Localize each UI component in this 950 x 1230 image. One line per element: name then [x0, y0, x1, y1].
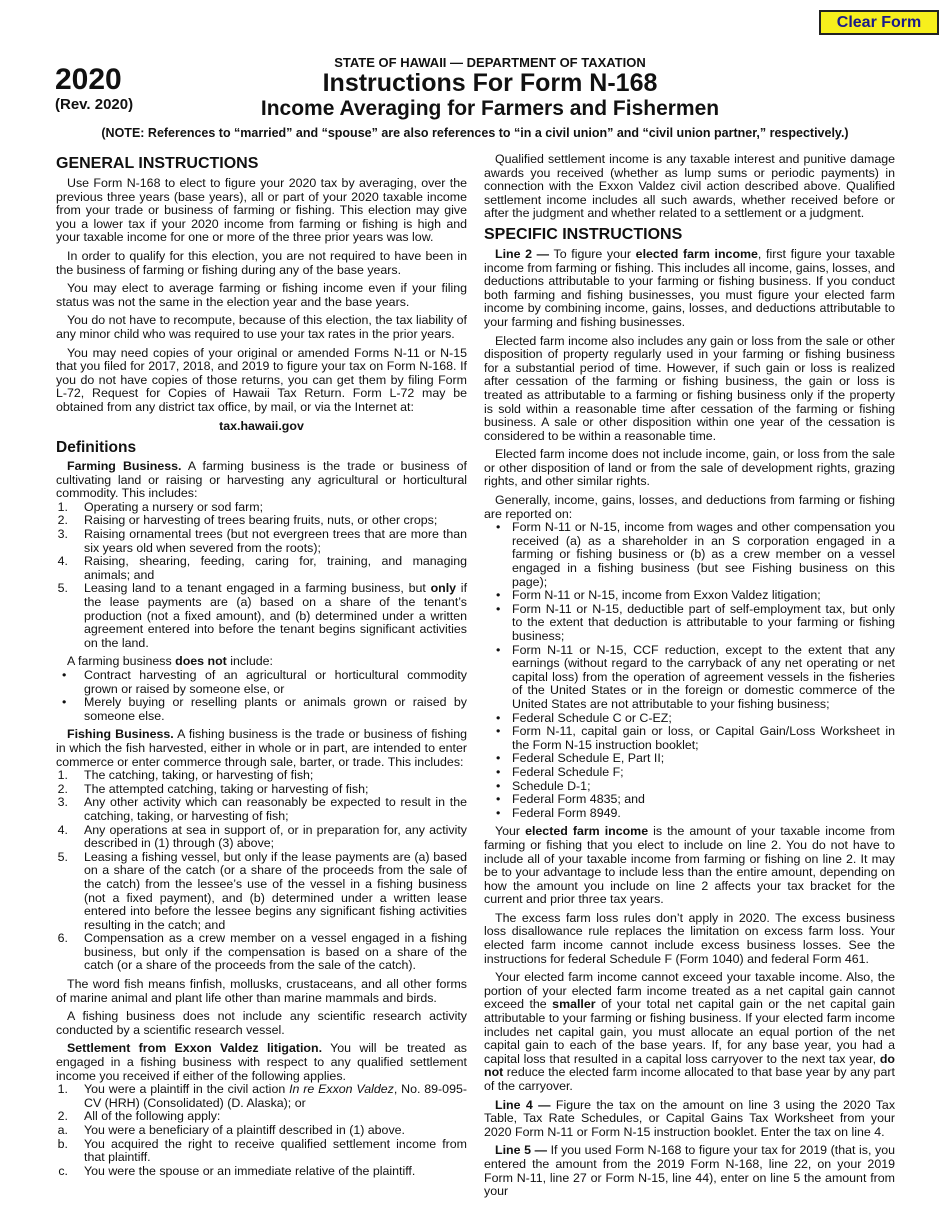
farming-list — [56, 501, 467, 651]
list-text: Form N-11 or N-15, CCF reduction, except to the extent that any earnings (without regard to the carryback of any net operating or net capital loss) from the operation of agreement vessels in the fisheries of the United States or in the foreign or domestic commerce of the United States are not attributable to your fishing business; — [512, 642, 895, 711]
list-item — [56, 1138, 467, 1165]
list-text: Leasing land to a tenant engaged in a farming business, but — [84, 581, 431, 596]
list-item — [56, 582, 467, 650]
definition-text: A farming business is the trade or business of cultivating land or raising or harvesting any agricultural or horticultural commodity. This includes: — [56, 459, 467, 501]
list-item — [56, 514, 467, 528]
farming-business-definition — [56, 460, 467, 501]
paragraph: The excess farm loss rules don’t apply in 2020. The excess business loss disallowance rule replaces the limitation on excess farm loss. Your elected farm income cannot include excess business losses. See the instructions for federal Schedule F (Form 1040) and federal Form 461. — [484, 910, 895, 966]
fishing-business-definition — [56, 728, 467, 769]
list-item — [56, 932, 467, 973]
list-item — [56, 1083, 467, 1110]
list-item — [484, 589, 895, 603]
does-not-include — [56, 655, 467, 669]
text: Figure the tax on the amount on line 3 using the 2020 Tax Table, Tax Rate Schedules, or Capital Gains Tax Worksheet from your 2020 Form N-11 or Form N-15 instruction booklet. Enter the tax on line 4. — [484, 1097, 896, 1139]
line-2-instruction — [484, 248, 895, 330]
text: , first figure your taxable income from farming or fishing. This includes all income, gains, losses, and deductions attributable to your farming or fishing business. If you conduct both farming and fishing businesses, you must figure your elected farm income by combining income, gains, losses, and deductions attributable to your farming and fishing businesses. — [484, 246, 896, 329]
term: Fishing Business. — [67, 727, 174, 742]
list-item — [484, 521, 895, 589]
list-item — [56, 1124, 467, 1138]
list-text: Form N-11 or N-15, deductible part of self-employment tax, but only to the extent that deduction is attributable to your farming or fishing business; — [512, 601, 895, 643]
list-number: 3. — [57, 795, 68, 810]
list-letter: b. — [57, 1136, 68, 1151]
elected-farm-income-paragraph — [484, 825, 895, 907]
cannot-exceed-paragraph — [484, 971, 895, 1093]
paragraph: You may need copies of your original or amended Forms N-11 or N-15 that you filed for 2017, 2018, and 2019 to figure your tax on Form N-168. If you do not have copies of those returns, you can get them by filing Form L-72, Request for Copies of Hawaii Tax Return. Form L-72 may be obtained from any district tax office, by mail, or via the Internet at: — [56, 345, 467, 414]
paragraph: Elected farm income also includes any gain or loss from the sale or other disposition of property regularly used in your farming or fishing business for a substantial period of time. However, if such gain or loss is realized after cessation of the farming or fishing business, the gain or loss is treated as attributable to a farming or fishing business only if the property is sold within a reasonable time after cessation of the farming or fishing business. A sale or other disposition within one year of the cessation is considered to be within a reasonable time. — [484, 333, 895, 443]
list-text: All of the following apply: — [84, 1109, 221, 1124]
list-text: , No. 89-095-CV (HRH) (Consolidated) (D. Alaska); or — [84, 1082, 467, 1110]
emphasis: elected farm income — [525, 824, 649, 839]
list-number: 6. — [57, 931, 68, 946]
emphasis: do not — [484, 1051, 895, 1080]
paragraph: A fishing business does not include any scientific research activity conducted by a scientific research vessel. — [56, 1009, 467, 1037]
list-text: Merely buying or reselling plants or animals grown or raised by someone else. — [84, 695, 467, 723]
paragraph: In order to qualify for this election, you are not required to have been in the business of farming or fishing during any of the base years. — [56, 248, 467, 277]
reported-on-list — [484, 521, 895, 820]
fishing-list — [56, 769, 467, 973]
form-year: 2020 — [55, 63, 122, 96]
list-text: Schedule D-1; — [512, 778, 591, 793]
bullet: • — [496, 588, 501, 603]
agency-name: STATE OF HAWAII — DEPARTMENT OF TAXATION — [334, 55, 646, 70]
list-item — [56, 796, 467, 823]
list-item — [56, 783, 467, 797]
emphasis: only — [430, 581, 457, 596]
list-text: Compensation as a crew member on a vessel engaged in a fishing business, but only if the compensation is based on a share of the catch (or a share of the proceeds from the sale of the catch). — [84, 931, 467, 973]
line-4-instruction — [484, 1099, 895, 1140]
list-text: Raising, shearing, feeding, caring for, training, and managing animals; and — [84, 554, 467, 582]
list-number: 4. — [57, 822, 68, 837]
form-revision: (Rev. 2020) — [55, 96, 134, 113]
list-text: You were the spouse or an immediate relative of the plaintiff. — [84, 1163, 416, 1178]
text: include: — [226, 654, 273, 669]
bullet: • — [496, 751, 501, 766]
right-column — [484, 153, 895, 1204]
list-text: Federal Form 4835; and — [512, 792, 645, 807]
emphasis: does not — [175, 654, 227, 669]
form-header — [240, 55, 740, 120]
bullet: • — [496, 792, 501, 807]
bullet: • — [496, 601, 501, 616]
list-item — [484, 644, 895, 712]
list-text: The attempted catching, taking or harvesting of fish; — [84, 781, 369, 796]
line-label: Line 4 — — [495, 1097, 551, 1112]
list-item — [484, 780, 895, 794]
list-item — [484, 807, 895, 821]
bullet: • — [496, 520, 501, 535]
list-item — [56, 769, 467, 783]
text: Your elected farm income cannot exceed your taxable income. Also, the portion of your elected farm income treated as a net capital gain cannot exceed the — [484, 970, 895, 1012]
list-text: Form N-11, capital gain or loss, or Capital Gain/Loss Worksheet in the Form N-15 instruction booklet; — [512, 724, 895, 752]
list-letter: c. — [58, 1163, 68, 1178]
list-number: 5. — [57, 581, 68, 596]
website-link[interactable]: tax.hawaii.gov — [219, 418, 304, 433]
list-item — [56, 669, 467, 696]
list-text: Federal Schedule F; — [512, 764, 624, 779]
list-text: Form N-11 or N-15, income from Exxon Valdez litigation; — [512, 588, 821, 603]
list-item — [56, 1110, 467, 1124]
page-subtitle: Income Averaging for Farmers and Fishermen — [260, 97, 720, 120]
list-item — [484, 725, 895, 752]
list-number: 1. — [57, 768, 68, 783]
list-item — [56, 555, 467, 582]
list-item — [56, 528, 467, 555]
list-item — [56, 501, 467, 515]
definition-text: A fishing business is the trade or business of fishing in which the fish harvested, either in whole or in part, are intended to enter commerce or enter commerce through sale, barter, or trade. This includes: — [56, 727, 468, 769]
bullet: • — [62, 668, 67, 682]
term: Settlement from Exxon Valdez litigation. — [67, 1041, 323, 1056]
text: A farming business — [67, 654, 176, 669]
paragraph: Use Form N-168 to elect to figure your 2020 tax by averaging, over the previous three years (base years), all or part of your 2020 taxable income from your trade or business of farming or fishing. This election may give you a lower tax if your 2020 income from farming or fishing is high and your taxable income for one or more of the three prior years was low. — [56, 176, 467, 245]
list-text: The catching, taking, or harvesting of fish; — [84, 768, 314, 783]
bullet: • — [496, 805, 501, 820]
list-text: You were a beneficiary of a plaintiff described in (1) above. — [84, 1123, 405, 1137]
list-text: Any operations at sea in support of, or in preparation for, any activity described in (1) through (3) above; — [84, 822, 467, 851]
line-label: Line 5 — — [495, 1143, 547, 1158]
list-number: 2. — [57, 781, 68, 796]
left-column — [56, 153, 467, 1183]
list-item — [56, 696, 467, 723]
list-text: Leasing a fishing vessel, but only if the lease payments are (a) based on a share of the catch (or a share of the proceeds from the sale of the catch) from the lessee’s use of the vessel in a fishing business (not a fixed payment), and (b) determined under a written lease entered into before the lessee begins any significant fishing activities resulting in the catch; and — [84, 849, 467, 932]
paragraph: Qualified settlement income is any taxable interest and punitive damage awards you received (whether as lump sums or periodic payments) in connection with the Exxon Valdez civil action described above. Qualified settlement income includes all such awards, whether received before or after the judgment and whether related to a settlement or a judgment. — [484, 152, 895, 221]
list-item — [484, 793, 895, 807]
line-label: Line 2 — — [495, 246, 550, 261]
text: of your total net capital gain or the net capital gain attributable to your farming or fishing business. If your elected farm income includes net capital gain, you must allocate an equal portion of the net capital gain to each of the base years. If, for any base year, you had a capital loss that resulted in a capital loss carryover to the next tax year, — [484, 997, 895, 1066]
settlement-sublist — [56, 1124, 467, 1178]
list-text: if the lease payments are (a) based on a share of the tenant’s production (not a fixed amount), and (b) determined under a written agreement entered into before the tenant begins significant activities on the land. — [84, 581, 468, 650]
exclusion-list — [56, 669, 467, 723]
list-item — [484, 603, 895, 644]
bullet: • — [496, 724, 501, 739]
text: reduce the elected farm income allocated to that base year by any part of the carryover. — [484, 1065, 895, 1093]
general-instructions-heading: GENERAL INSTRUCTIONS — [56, 155, 259, 172]
paragraph: You do not have to recompute, because of this election, the tax liability of any minor child who was required to use your tax rates in the prior years. — [56, 313, 467, 341]
list-number: 1. — [57, 499, 68, 514]
list-number: 1. — [57, 1082, 68, 1097]
list-item — [56, 1165, 467, 1179]
text: is the amount of your taxable income from farming or fishing that you elect to include on line 2. You do not have to include all of your taxable income from farming or fishing on line 2. It may be to your advantage to include less than the entire amount, depending on how the amount you include on line 2 affects your tax bracket for the current and prior three tax years. — [484, 824, 895, 907]
line-5-instruction — [484, 1144, 895, 1198]
term: Farming Business. — [67, 459, 182, 474]
paragraph: Elected farm income does not include income, gain, or loss from the sale or other disposition of land or from the sale of development rights, grazing rights, and other similar rights. — [484, 447, 895, 489]
list-text: You acquired the right to receive qualified settlement income from that plaintiff. — [84, 1136, 467, 1165]
list-item — [484, 712, 895, 726]
list-text: Raising ornamental trees (but not evergreen trees that are more than six years old when severed from the roots); — [84, 527, 467, 555]
civil-union-note: (NOTE: References to “married” and “spouse” are also references to “in a civil union” and “civil union partner,” respectively.) — [101, 126, 849, 140]
text: If you used Form N-168 to figure your tax for 2019 (that is, you entered the amount from the 2019 Form N-168, line 22, on your 2019 Form N-11, line 27 or Form N-15, line 44), enter on line 5 the amount from your — [484, 1143, 895, 1199]
list-text: Raising or harvesting of trees bearing fruits, nuts, or other crops; — [84, 513, 438, 528]
bullet: • — [496, 778, 501, 793]
list-item — [484, 752, 895, 766]
list-text: Federal Form 8949. — [512, 805, 621, 820]
list-number: 2. — [57, 513, 68, 528]
list-number: 5. — [57, 849, 68, 864]
paragraph: Generally, income, gains, losses, and deductions from farming or fishing are reported on: — [484, 493, 895, 521]
list-item — [56, 851, 467, 933]
paragraph: The word fish means finfish, mollusks, crustaceans, and all other forms of marine animal and plant life other than marine mammals and birds. — [56, 977, 467, 1005]
bullet: • — [496, 710, 501, 725]
clear-form-button[interactable]: Clear Form — [819, 10, 939, 35]
bullet: • — [62, 695, 67, 710]
bullet: • — [496, 764, 501, 779]
settlement-list — [56, 1083, 467, 1124]
settlement-definition — [56, 1042, 467, 1083]
definition-text: You will be treated as engaged in a fishing business with respect to any qualified settlement income you received if either of the following applies. — [56, 1041, 467, 1083]
list-text: Federal Schedule E, Part II; — [512, 751, 665, 766]
list-number: 3. — [57, 527, 68, 542]
list-text: Contract harvesting of an agricultural or horticultural commodity grown or raised by someone else, or — [84, 668, 467, 696]
emphasis: smaller — [552, 997, 596, 1012]
list-text: Form N-11 or N-15, income from wages and other compensation you received (a) as a shareholder in an S corporation engaged in a farming or fishing business or (b) as a crew member on a vessel engaged in a fishing business (but see Fishing business on this page); — [512, 520, 895, 589]
list-number: 2. — [57, 1109, 68, 1124]
list-text: Operating a nursery or sod farm; — [84, 499, 264, 514]
bullet: • — [496, 642, 501, 657]
list-letter: a. — [57, 1123, 68, 1137]
text: To figure your — [549, 246, 636, 261]
definitions-heading: Definitions — [56, 439, 137, 457]
case-name: In re Exxon Valdez — [289, 1082, 394, 1097]
paragraph: You may elect to average farming or fishing income even if your filing status was not the same in the election year and the base years. — [56, 281, 467, 309]
list-text: Federal Schedule C or C-EZ; — [512, 710, 672, 725]
list-item — [56, 824, 467, 851]
list-text: Any other activity which can reasonably be expected to result in the catching, taking, or harvesting of fish; — [84, 795, 467, 823]
list-number: 4. — [57, 554, 68, 569]
list-text: You were a plaintiff in the civil action — [84, 1082, 290, 1097]
specific-instructions-heading: SPECIFIC INSTRUCTIONS — [484, 225, 683, 243]
page-title: Instructions For Form N-168 — [322, 69, 658, 97]
text: Your — [495, 824, 526, 839]
emphasis: elected farm income — [635, 246, 758, 261]
list-item — [484, 766, 895, 780]
